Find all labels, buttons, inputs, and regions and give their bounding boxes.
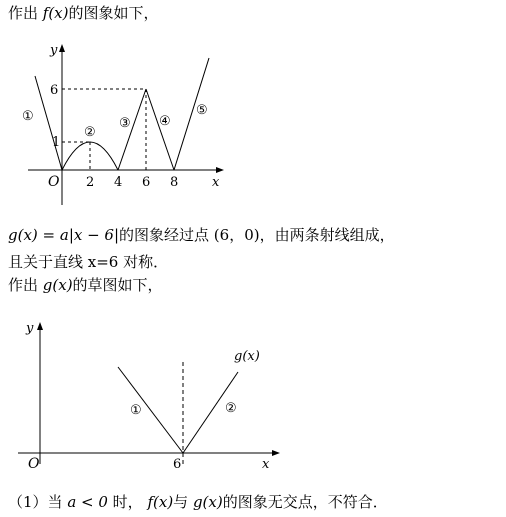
line5-mid-2: 与 — [173, 493, 193, 511]
g-curve-label: g(x) — [234, 349, 260, 364]
g-origin-label: O — [28, 456, 40, 472]
line1-math: f(x) — [42, 4, 69, 22]
line4-suffix: 的草图如下， — [72, 276, 163, 294]
f-xtick-4: 4 — [114, 175, 123, 190]
line1-suffix: 的图象如下， — [68, 4, 159, 22]
line1-prefix: 作出 — [8, 4, 43, 22]
g-region-2: ② — [225, 401, 237, 416]
text-line-3: 且关于直线 x=6 对称． — [8, 253, 169, 271]
figure-g-graph — [0, 314, 290, 474]
line5-prefix: （1）当 — [8, 493, 68, 511]
f-region-2: ② — [84, 125, 96, 140]
line5-math-2: f(x) — [147, 493, 174, 511]
g-xtick-6: 6 — [173, 457, 182, 472]
f-ytick-6: 6 — [50, 83, 59, 98]
f-region-5: ⑤ — [196, 103, 208, 118]
f-ytick-1: 1 — [52, 135, 61, 150]
line5-math-3: g(x) — [192, 493, 223, 511]
g-x-label: x — [262, 457, 270, 472]
f-x-arrow — [216, 167, 224, 173]
f-y-label: y — [50, 43, 58, 58]
line2-math: g(x) = a|x − 6| — [8, 226, 120, 244]
f-x-label: x — [212, 175, 220, 190]
g-y-arrow — [37, 322, 43, 330]
text-line-5 — [8, 493, 388, 511]
f-region-4: ④ — [159, 114, 171, 129]
f-y-arrow — [59, 44, 65, 52]
f-origin-label: O — [48, 174, 60, 190]
line4-math: g(x) — [42, 276, 73, 294]
line2-suffix: 的图象经过点 (6，0)，由两条射线组成， — [119, 226, 395, 244]
f-xtick-6: 6 — [142, 175, 151, 190]
f-region-1: ① — [22, 109, 34, 124]
g-region-1: ① — [130, 403, 142, 418]
f-xtick-8: 8 — [170, 175, 179, 190]
g-ray-left — [118, 367, 183, 453]
line5-suffix: 的图象无交点，不符合． — [222, 493, 388, 511]
text-line-4 — [8, 276, 163, 294]
line5-mid-1: 时， — [107, 493, 148, 511]
line4-prefix: 作出 — [8, 276, 43, 294]
text-line-1 — [8, 4, 159, 22]
text-line-2 — [8, 226, 395, 244]
line5-math-1: a < 0 — [67, 493, 108, 511]
f-branch-4 — [146, 89, 174, 170]
g-x-arrow — [272, 450, 280, 456]
figure-f-graph — [0, 40, 240, 210]
f-xtick-2: 2 — [86, 175, 95, 190]
g-y-label: y — [26, 321, 34, 336]
f-region-3: ③ — [119, 116, 131, 131]
